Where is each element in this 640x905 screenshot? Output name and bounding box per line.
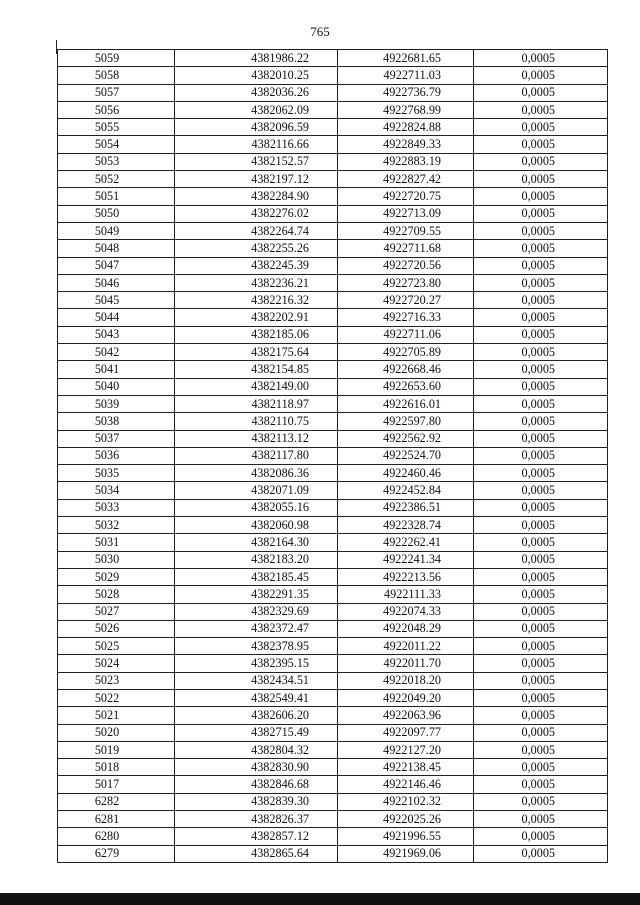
table-row	[58, 240, 608, 257]
x-coordinate-cell: 4382036.26	[175, 84, 338, 101]
table-row	[58, 499, 608, 516]
point-number-cell: 6280	[58, 828, 175, 845]
table-row	[58, 482, 608, 499]
table-row	[58, 638, 608, 655]
point-number-cell: 5020	[58, 724, 175, 741]
tolerance-cell: 0,0005	[474, 361, 608, 378]
tolerance-cell: 0,0005	[474, 240, 608, 257]
point-number-cell: 5048	[58, 240, 175, 257]
point-number-cell: 5055	[58, 119, 175, 136]
y-coordinate-cell: 4922063.96	[338, 707, 474, 724]
point-number-cell: 5045	[58, 292, 175, 309]
x-coordinate-cell: 4382236.21	[175, 274, 338, 291]
y-coordinate-cell: 4922018.20	[338, 672, 474, 689]
table-row	[58, 672, 608, 689]
y-coordinate-cell: 4922768.99	[338, 101, 474, 118]
tolerance-cell: 0,0005	[474, 205, 608, 222]
tolerance-cell: 0,0005	[474, 447, 608, 464]
point-number-cell: 5025	[58, 638, 175, 655]
table-row	[58, 655, 608, 672]
y-coordinate-cell: 4922681.65	[338, 50, 474, 67]
point-number-cell: 5058	[58, 67, 175, 84]
x-coordinate-cell: 4382865.64	[175, 845, 338, 862]
y-coordinate-cell: 4922074.33	[338, 603, 474, 620]
y-coordinate-cell: 4922097.77	[338, 724, 474, 741]
tolerance-cell: 0,0005	[474, 603, 608, 620]
y-coordinate-cell: 4922452.84	[338, 482, 474, 499]
table-row	[58, 741, 608, 758]
x-coordinate-cell: 4382216.32	[175, 292, 338, 309]
point-number-cell: 5052	[58, 171, 175, 188]
point-number-cell: 5043	[58, 326, 175, 343]
table-row	[58, 326, 608, 343]
table-row	[58, 413, 608, 430]
tolerance-cell: 0,0005	[474, 136, 608, 153]
point-number-cell: 5050	[58, 205, 175, 222]
table-row	[58, 84, 608, 101]
tolerance-cell: 0,0005	[474, 568, 608, 585]
x-coordinate-cell: 4382116.66	[175, 136, 338, 153]
y-coordinate-cell: 4922849.33	[338, 136, 474, 153]
scan-bottom-edge	[0, 893, 640, 905]
table-row	[58, 845, 608, 862]
point-number-cell: 6281	[58, 811, 175, 828]
y-coordinate-cell: 4922883.19	[338, 153, 474, 170]
y-coordinate-cell: 4922597.80	[338, 413, 474, 430]
x-coordinate-cell: 4382060.98	[175, 517, 338, 534]
y-coordinate-cell: 4922241.34	[338, 551, 474, 568]
x-coordinate-cell: 4382202.91	[175, 309, 338, 326]
table-row	[58, 534, 608, 551]
point-number-cell: 5039	[58, 395, 175, 412]
tolerance-cell: 0,0005	[474, 326, 608, 343]
x-coordinate-cell: 4382255.26	[175, 240, 338, 257]
table-row	[58, 361, 608, 378]
table-row	[58, 828, 608, 845]
y-coordinate-cell: 4922262.41	[338, 534, 474, 551]
y-coordinate-cell: 4922736.79	[338, 84, 474, 101]
tolerance-cell: 0,0005	[474, 672, 608, 689]
y-coordinate-cell: 4922709.55	[338, 222, 474, 239]
x-coordinate-cell: 4382826.37	[175, 811, 338, 828]
x-coordinate-cell: 4382110.75	[175, 413, 338, 430]
tolerance-cell: 0,0005	[474, 84, 608, 101]
x-coordinate-cell: 4382086.36	[175, 465, 338, 482]
tolerance-cell: 0,0005	[474, 724, 608, 741]
x-coordinate-cell: 4382062.09	[175, 101, 338, 118]
y-coordinate-cell: 4922720.56	[338, 257, 474, 274]
point-number-cell: 5036	[58, 447, 175, 464]
point-number-cell: 5026	[58, 620, 175, 637]
point-number-cell: 6282	[58, 793, 175, 810]
tolerance-cell: 0,0005	[474, 655, 608, 672]
tolerance-cell: 0,0005	[474, 793, 608, 810]
x-coordinate-cell: 4382245.39	[175, 257, 338, 274]
x-coordinate-cell: 4382164.30	[175, 534, 338, 551]
x-coordinate-cell: 4382284.90	[175, 188, 338, 205]
x-coordinate-cell: 4382055.16	[175, 499, 338, 516]
y-coordinate-cell: 4922711.03	[338, 67, 474, 84]
page-number: 765	[310, 24, 330, 39]
y-coordinate-cell: 4922146.46	[338, 776, 474, 793]
y-coordinate-cell: 4922713.09	[338, 205, 474, 222]
tolerance-cell: 0,0005	[474, 845, 608, 862]
table-row	[58, 395, 608, 412]
table-row	[58, 309, 608, 326]
y-coordinate-cell: 4922011.22	[338, 638, 474, 655]
y-coordinate-cell: 4922711.68	[338, 240, 474, 257]
tolerance-cell: 0,0005	[474, 67, 608, 84]
point-number-cell: 6279	[58, 845, 175, 862]
y-coordinate-cell: 4922720.75	[338, 188, 474, 205]
tolerance-cell: 0,0005	[474, 638, 608, 655]
point-number-cell: 5029	[58, 568, 175, 585]
point-number-cell: 5046	[58, 274, 175, 291]
tolerance-cell: 0,0005	[474, 689, 608, 706]
y-coordinate-cell: 4922723.80	[338, 274, 474, 291]
x-coordinate-cell: 4382152.57	[175, 153, 338, 170]
x-coordinate-cell: 4382606.20	[175, 707, 338, 724]
x-coordinate-cell: 4382329.69	[175, 603, 338, 620]
tolerance-cell: 0,0005	[474, 309, 608, 326]
point-number-cell: 5033	[58, 499, 175, 516]
coordinates-table	[57, 49, 608, 863]
table-row	[58, 171, 608, 188]
tolerance-cell: 0,0005	[474, 776, 608, 793]
table-row	[58, 586, 608, 603]
x-coordinate-cell: 4382185.06	[175, 326, 338, 343]
tolerance-cell: 0,0005	[474, 50, 608, 67]
x-coordinate-cell: 4382197.12	[175, 171, 338, 188]
table-row	[58, 274, 608, 291]
table-row	[58, 188, 608, 205]
y-coordinate-cell: 4922328.74	[338, 517, 474, 534]
x-coordinate-cell: 4382715.49	[175, 724, 338, 741]
x-coordinate-cell: 4382291.35	[175, 586, 338, 603]
point-number-cell: 5018	[58, 759, 175, 776]
x-coordinate-cell: 4382857.12	[175, 828, 338, 845]
y-coordinate-cell: 4922025.26	[338, 811, 474, 828]
table-row	[58, 811, 608, 828]
tolerance-cell: 0,0005	[474, 378, 608, 395]
table-row	[58, 292, 608, 309]
tolerance-cell: 0,0005	[474, 482, 608, 499]
table-row	[58, 257, 608, 274]
x-coordinate-cell: 4382154.85	[175, 361, 338, 378]
point-number-cell: 5041	[58, 361, 175, 378]
point-number-cell: 5031	[58, 534, 175, 551]
point-number-cell: 5024	[58, 655, 175, 672]
y-coordinate-cell: 4922127.20	[338, 741, 474, 758]
y-coordinate-cell: 4922720.27	[338, 292, 474, 309]
point-number-cell: 5030	[58, 551, 175, 568]
point-number-cell: 5037	[58, 430, 175, 447]
y-coordinate-cell: 4922111.33	[338, 586, 474, 603]
y-coordinate-cell: 4922668.46	[338, 361, 474, 378]
point-number-cell: 5057	[58, 84, 175, 101]
table-row	[58, 205, 608, 222]
x-coordinate-cell: 4382378.95	[175, 638, 338, 655]
point-number-cell: 5038	[58, 413, 175, 430]
y-coordinate-cell: 4922048.29	[338, 620, 474, 637]
point-number-cell: 5049	[58, 222, 175, 239]
x-coordinate-cell: 4382185.45	[175, 568, 338, 585]
tolerance-cell: 0,0005	[474, 257, 608, 274]
tolerance-cell: 0,0005	[474, 274, 608, 291]
tolerance-cell: 0,0005	[474, 707, 608, 724]
tolerance-cell: 0,0005	[474, 551, 608, 568]
x-coordinate-cell: 4382113.12	[175, 430, 338, 447]
x-coordinate-cell: 4382118.97	[175, 395, 338, 412]
table-row	[58, 776, 608, 793]
x-coordinate-cell: 4382846.68	[175, 776, 338, 793]
x-coordinate-cell: 4382175.64	[175, 344, 338, 361]
y-coordinate-cell: 4922716.33	[338, 309, 474, 326]
table-row	[58, 603, 608, 620]
y-coordinate-cell: 4922011.70	[338, 655, 474, 672]
point-number-cell: 5027	[58, 603, 175, 620]
table-row	[58, 465, 608, 482]
point-number-cell: 5035	[58, 465, 175, 482]
table-row	[58, 136, 608, 153]
y-coordinate-cell: 4922524.70	[338, 447, 474, 464]
y-coordinate-cell: 4922138.45	[338, 759, 474, 776]
y-coordinate-cell: 4922711.06	[338, 326, 474, 343]
table-row	[58, 447, 608, 464]
x-coordinate-cell: 4382830.90	[175, 759, 338, 776]
y-coordinate-cell: 4922653.60	[338, 378, 474, 395]
point-number-cell: 5021	[58, 707, 175, 724]
table-row	[58, 517, 608, 534]
table-row	[58, 793, 608, 810]
y-coordinate-cell: 4922827.42	[338, 171, 474, 188]
point-number-cell: 5040	[58, 378, 175, 395]
tolerance-cell: 0,0005	[474, 101, 608, 118]
table-row	[58, 759, 608, 776]
x-coordinate-cell: 4382276.02	[175, 205, 338, 222]
point-number-cell: 5022	[58, 689, 175, 706]
point-number-cell: 5034	[58, 482, 175, 499]
point-number-cell: 5051	[58, 188, 175, 205]
point-number-cell: 5059	[58, 50, 175, 67]
x-coordinate-cell: 4382839.30	[175, 793, 338, 810]
y-coordinate-cell: 4922616.01	[338, 395, 474, 412]
y-coordinate-cell: 4922049.20	[338, 689, 474, 706]
tolerance-cell: 0,0005	[474, 534, 608, 551]
tolerance-cell: 0,0005	[474, 222, 608, 239]
table-row	[58, 50, 608, 67]
point-number-cell: 5032	[58, 517, 175, 534]
tolerance-cell: 0,0005	[474, 292, 608, 309]
table-row	[58, 551, 608, 568]
y-coordinate-cell: 4922562.92	[338, 430, 474, 447]
x-coordinate-cell: 4382117.80	[175, 447, 338, 464]
tolerance-cell: 0,0005	[474, 188, 608, 205]
x-coordinate-cell: 4382071.09	[175, 482, 338, 499]
table-row	[58, 101, 608, 118]
tolerance-cell: 0,0005	[474, 586, 608, 603]
x-coordinate-cell: 4382549.41	[175, 689, 338, 706]
y-coordinate-cell: 4921969.06	[338, 845, 474, 862]
tolerance-cell: 0,0005	[474, 171, 608, 188]
tolerance-cell: 0,0005	[474, 413, 608, 430]
table-row	[58, 689, 608, 706]
table-row	[58, 568, 608, 585]
point-number-cell: 5054	[58, 136, 175, 153]
tolerance-cell: 0,0005	[474, 395, 608, 412]
point-number-cell: 5056	[58, 101, 175, 118]
x-coordinate-cell: 4382096.59	[175, 119, 338, 136]
tolerance-cell: 0,0005	[474, 430, 608, 447]
table-row	[58, 344, 608, 361]
tolerance-cell: 0,0005	[474, 741, 608, 758]
point-number-cell: 5017	[58, 776, 175, 793]
table-row	[58, 378, 608, 395]
tolerance-cell: 0,0005	[474, 620, 608, 637]
x-coordinate-cell: 4382372.47	[175, 620, 338, 637]
tolerance-cell: 0,0005	[474, 517, 608, 534]
y-coordinate-cell: 4922705.89	[338, 344, 474, 361]
point-number-cell: 5047	[58, 257, 175, 274]
point-number-cell: 5028	[58, 586, 175, 603]
table-row	[58, 222, 608, 239]
x-coordinate-cell: 4382264.74	[175, 222, 338, 239]
point-number-cell: 5019	[58, 741, 175, 758]
coordinates-table-body	[58, 50, 608, 863]
point-number-cell: 5053	[58, 153, 175, 170]
tolerance-cell: 0,0005	[474, 465, 608, 482]
tolerance-cell: 0,0005	[474, 828, 608, 845]
table-row	[58, 67, 608, 84]
tolerance-cell: 0,0005	[474, 499, 608, 516]
x-coordinate-cell: 4381986.22	[175, 50, 338, 67]
x-coordinate-cell: 4382149.00	[175, 378, 338, 395]
tolerance-cell: 0,0005	[474, 153, 608, 170]
table-row	[58, 620, 608, 637]
table-row	[58, 119, 608, 136]
point-number-cell: 5023	[58, 672, 175, 689]
tolerance-cell: 0,0005	[474, 759, 608, 776]
y-coordinate-cell: 4922386.51	[338, 499, 474, 516]
point-number-cell: 5042	[58, 344, 175, 361]
y-coordinate-cell: 4922102.32	[338, 793, 474, 810]
table-row	[58, 430, 608, 447]
tolerance-cell: 0,0005	[474, 811, 608, 828]
point-number-cell: 5044	[58, 309, 175, 326]
x-coordinate-cell: 4382010.25	[175, 67, 338, 84]
x-coordinate-cell: 4382183.20	[175, 551, 338, 568]
y-coordinate-cell: 4922824.88	[338, 119, 474, 136]
tolerance-cell: 0,0005	[474, 119, 608, 136]
x-coordinate-cell: 4382804.32	[175, 741, 338, 758]
y-coordinate-cell: 4922213.56	[338, 568, 474, 585]
y-coordinate-cell: 4922460.46	[338, 465, 474, 482]
y-coordinate-cell: 4921996.55	[338, 828, 474, 845]
x-coordinate-cell: 4382395.15	[175, 655, 338, 672]
table-row	[58, 724, 608, 741]
tolerance-cell: 0,0005	[474, 344, 608, 361]
table-row	[58, 153, 608, 170]
x-coordinate-cell: 4382434.51	[175, 672, 338, 689]
table-row	[58, 707, 608, 724]
